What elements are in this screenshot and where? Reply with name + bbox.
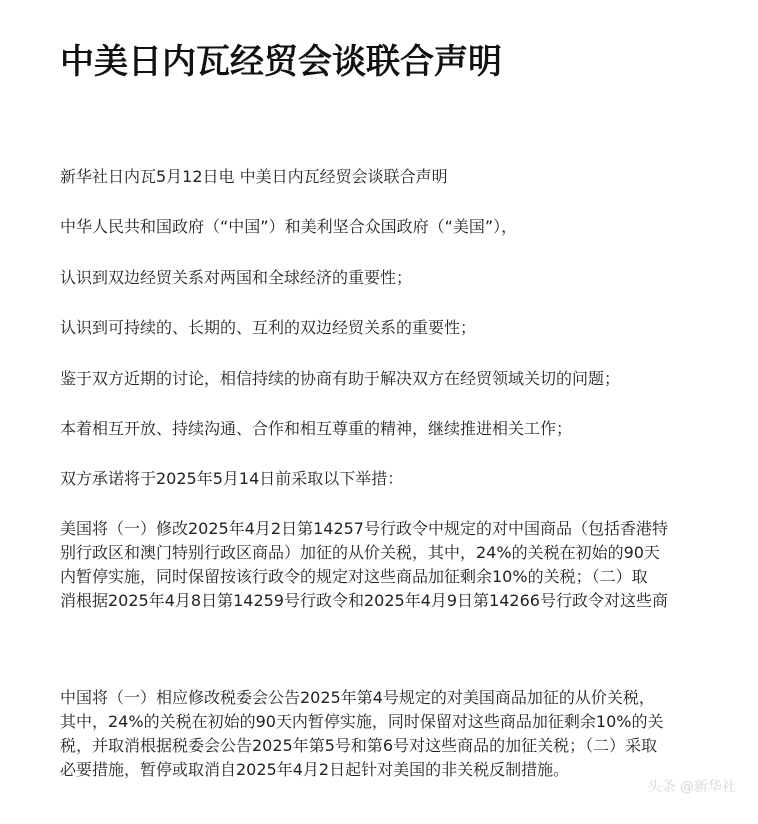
china-measures-line: 税，并取消根据税委会公告2025年第5号和第6号对这些商品的加征关税；（二）采取	[60, 736, 658, 755]
parties-paragraph: 中华人民共和国政府（“中国”）和美利坚合众国政府（“美国”），	[60, 217, 518, 236]
china-measures-line: 必要措施，暂停或取消自2025年4月2日起针对美国的非关税反制措施。	[60, 760, 570, 779]
recital-paragraph: 鉴于双方近期的讨论，相信持续的协商有助于解决双方在经贸领域关切的问题；	[60, 369, 621, 388]
watermark: 头条 @新华社	[647, 779, 736, 795]
us-measures-line: 内暂停实施，同时保留按该行政令的规定对这些商品加征剩余10%的关税；（二）取	[60, 567, 648, 586]
us-measures-line: 别行政区和澳门特别行政区商品）加征的从价关税，其中，24%的关税在初始的90天	[60, 543, 660, 562]
recital-paragraph: 认识到可持续的、长期的、互利的双边经贸关系的重要性；	[60, 318, 477, 337]
recital-paragraph: 认识到双边经贸关系对两国和全球经济的重要性；	[60, 268, 413, 287]
us-measures-line: 美国将（一）修改2025年4月2日第14257号行政令中规定的对中国商品（包括香港特	[60, 519, 668, 538]
commitment-intro: 双方承诺将于2025年5月14日前采取以下举措：	[60, 469, 404, 488]
dateline: 新华社日内瓦5月12日电 中美日内瓦经贸会谈联合声明	[60, 167, 448, 186]
recital-paragraph: 本着相互开放、持续沟通、合作和相互尊重的精神，继续推进相关工作；	[60, 419, 573, 438]
page-title: 中美日内瓦经贸会谈联合声明	[60, 42, 502, 82]
us-measures-paragraph	[60, 517, 740, 613]
china-measures-line: 其中，24%的关税在初始的90天内暂停实施，同时保留对这些商品加征剩余10%的关	[60, 712, 664, 731]
china-measures-line: 中国将（一）相应修改税委会公告2025年第4号规定的对美国商品加征的从价关税，	[60, 688, 655, 707]
china-measures-paragraph	[60, 686, 740, 782]
us-measures-line: 消根据2025年4月8日第14259号行政令和2025年4月9日第14266号行政令对这些商	[60, 591, 668, 610]
